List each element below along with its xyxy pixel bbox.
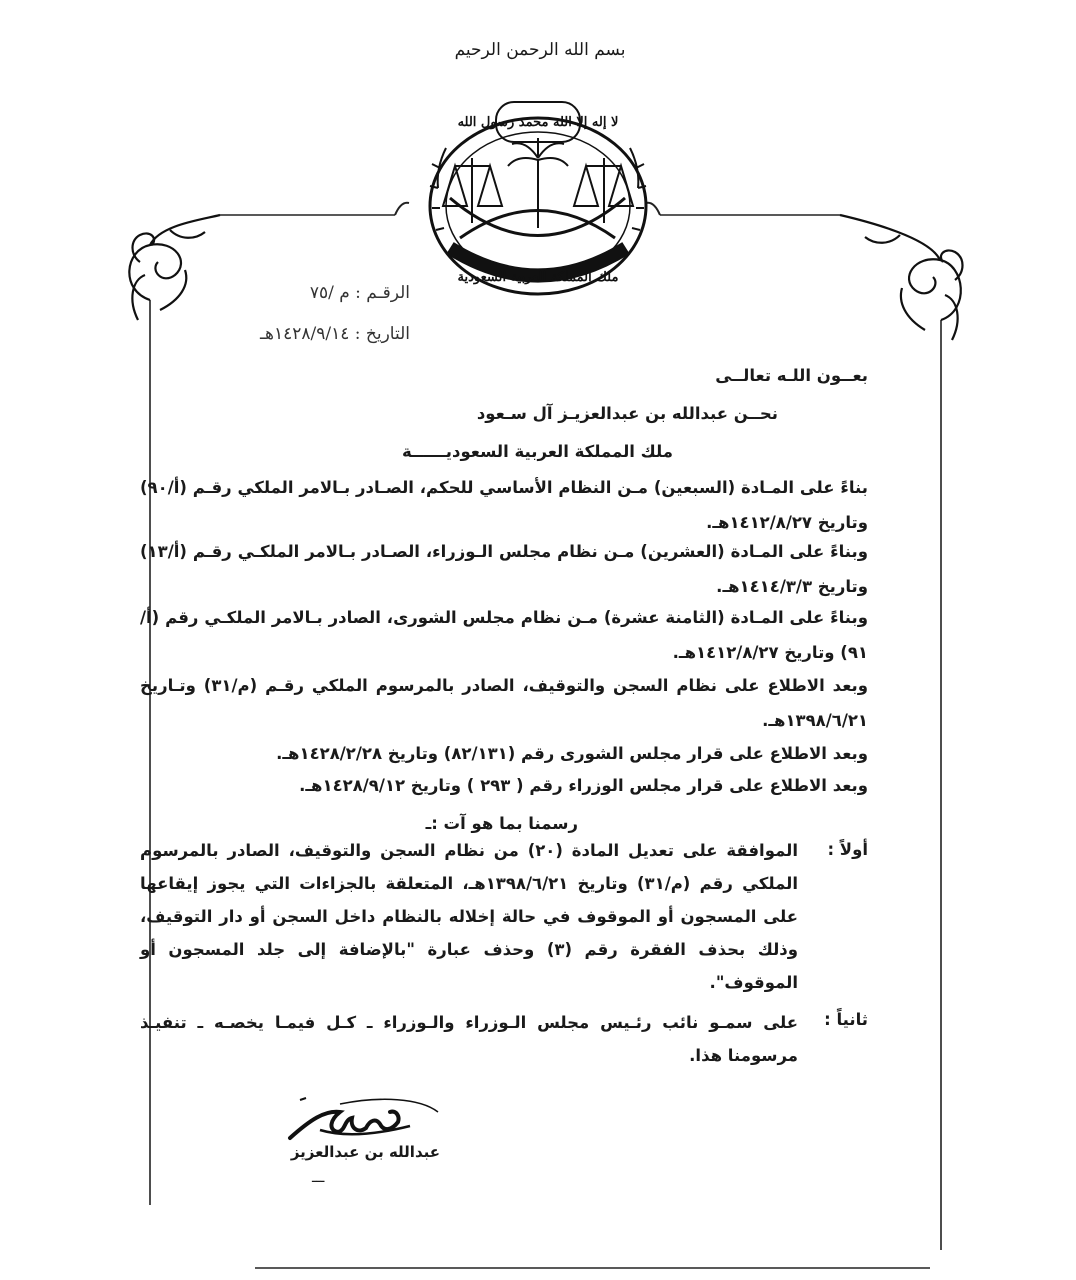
item-text-second: على سمـو نائب رئـيس مجلس الـوزراء والـوزراء ـ كـل فيمـا يخصـه ـ تنفيـذ مرسومنا هذا. xyxy=(140,1013,798,1065)
invocation: بعــون اللـه تعالــى xyxy=(715,366,868,385)
item-label-second: ثانياً : xyxy=(824,1010,868,1029)
signatory-name: عبدالله بن عبدالعزيز xyxy=(290,1143,440,1161)
reference-ministers-decision: وبعد الاطلاع على قرار مجلس الوزراء رقم ( ٢٩٣ ) وتاريخ ١٤٢٨/٩/١٢هـ. xyxy=(299,776,868,795)
item-text-first: الموافقة على تعديل المادة (٢٠) من نظام السجن والتوقيف، الصادر بالمرسوم الملكي رقم (م/٣١) وتاريخ ١٣٩٨/٦/٢١هـ، المتعلقة بالجزاءات التي يجوز إيقاعها على المسجون أو الموقوف في حالة إخلاله بالنظام داخل السجن أو دار التوقيف، وذلك بحذف الفقرة رقم (٣) وحذف عبارة "بالإضافة إلى جلد المسجون أو الموقوف". xyxy=(140,841,799,992)
item-label-first: أولاً : xyxy=(827,840,868,859)
king-name: نحــن عبدالله بن عبدالعزيـز آل سـعود xyxy=(476,404,778,423)
king-title: ملك المملكة العربية السعوديــــــة xyxy=(401,442,673,461)
bismillah-calligraphy: بسم الله الرحمن الرحيم xyxy=(454,40,626,60)
paragraph-council-ministers: وبناءً على المـادة (العشرين) مـن نظام مجلس الـوزراء، الصـادر بـالامر الملكـي رقـم (أ/١٣) وتاريخ ١٤١٤/٣/٣هـ. xyxy=(140,542,868,596)
reference-date: التاريخ : ١٤٢٨/٩/١٤هـ xyxy=(260,324,410,344)
emblem-banner-text: ملك المملكة العربية السعودية xyxy=(457,270,619,285)
paragraph-shura-council: وبناءً على المـادة (الثامنة عشرة) مـن نظام مجلس الشورى، الصادر بـالامر الملكـي رقم (أ/٩١) وتاريخ ١٤١٢/٨/٢٧هـ. xyxy=(140,608,868,662)
paragraph-prison-law: وبعد الاطلاع على نظام السجن والتوقيف، الصادر بالمرسوم الملكي رقـم (م/٣١) وتـاريخ ١٣٩٨/٦/٢١هـ. xyxy=(140,676,868,730)
reference-number: الرقـم : م /٧٥ xyxy=(309,283,410,303)
paragraph-basic-law: بناءً على المـادة (السبعين) مـن النظام الأساسي للحكم، الصـادر بـالامر الملكي رقـم (أ/٩٠) وتاريخ ١٤١٢/٨/٢٧هـ. xyxy=(140,478,868,532)
right-corner-flourish xyxy=(840,215,963,340)
emblem-shahada-text: لا إله إلا الله محمد رسول الله xyxy=(457,115,619,130)
left-corner-flourish xyxy=(129,215,220,320)
signature-mark: ـــ xyxy=(312,1170,325,1186)
handwritten-signature xyxy=(280,1090,440,1145)
reference-shura-decision: وبعد الاطلاع على قرار مجلس الشورى رقم (٨٢/١٣١) وتاريخ ١٤٢٨/٢/٢٨هـ. xyxy=(276,744,868,763)
saudi-emblem-seal xyxy=(410,88,666,303)
decree-intro: رسمنا بما هو آت :ـ xyxy=(425,814,578,833)
